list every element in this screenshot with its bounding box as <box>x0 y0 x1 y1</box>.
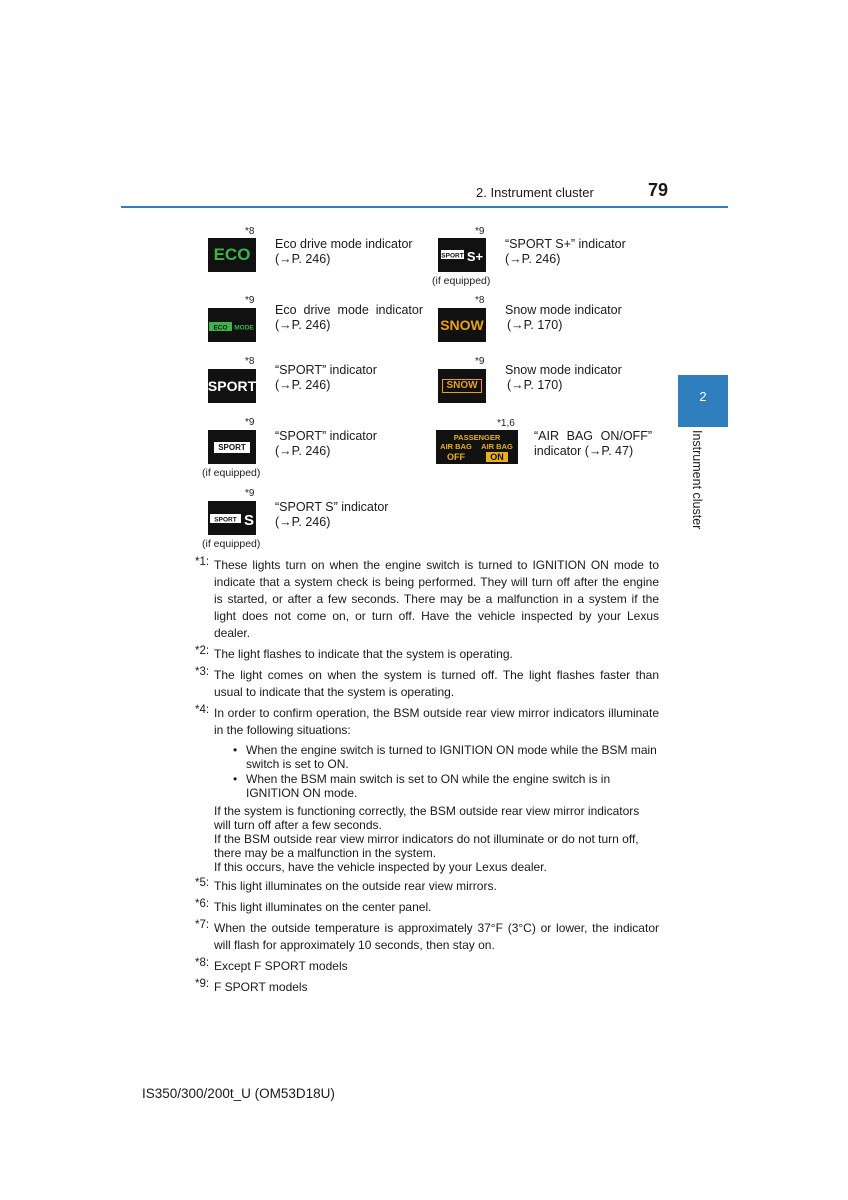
indicator-description: Snow mode indicator (→P. 170) <box>505 303 622 332</box>
note-paragraph: If the system is functioning correctly, the BSM outside rear view mirror indicators will turn off after a few seconds. <box>214 804 640 832</box>
indicator-description: Snow mode indicator (→P. 170) <box>505 363 622 392</box>
svg-text:S: S <box>243 512 255 529</box>
chapter-tab-label: Instrument cluster <box>690 430 704 530</box>
svg-text:MODE: MODE <box>234 324 254 332</box>
if-equipped-label: (if equipped) <box>202 467 261 479</box>
footnote-ref: *9 <box>245 488 255 499</box>
note-paragraph: If the BSM outside rear view mirror indicators do not illuminate or do not turn off, there may be a malfunction in the system. <box>214 832 639 860</box>
footnote: *7: When the outside temperature is approximately 37°F (3°C) or lower, the indicator will flash for approximately 10 seconds, then stay on. <box>195 919 659 952</box>
section-title: 2. Instrument cluster <box>476 185 594 200</box>
page-number: 79 <box>648 180 669 200</box>
indicator-description: “AIR BAG ON/OFF” indicator (→P. 47) <box>534 429 652 458</box>
footnote-ref: *8 <box>245 226 255 237</box>
footnote: *8: Except F SPORT models <box>195 957 348 973</box>
bullet-item: • When the BSM main switch is set to ON while the engine switch is in IGNITION ON mode. <box>233 772 611 800</box>
eco-indicator-icon: ECO <box>208 238 256 272</box>
footnote-ref: *9 <box>245 295 255 306</box>
footnote-ref: *9 <box>475 226 485 237</box>
indicator-description: Eco drive mode indicator (→P. 246) <box>275 303 423 332</box>
model-code: IS350/300/200t_U (OM53D18U) <box>142 1086 335 1101</box>
footnote: *4: In order to confirm operation, the BSM outside rear view mirror indicators illuminate in the following situations: • When the engine switch is turned to IGNITION ON mode while the BSM main switch is set to ON. • When the BSM main switch is set to ON while the engine switch is in IGNITION ON mode. If the system is functioning correctly, the BSM outside rear view mirror indicators will turn off after a few seconds. If the BSM outside rear view mirror indicators do not illuminate or do not turn off, there may be a malfunction in the system. If this occurs, have the vehicle inspected by your Lexus dealer. <box>195 704 659 874</box>
footnote-ref: *9 <box>475 356 485 367</box>
svg-text:SPORT: SPORT <box>214 516 237 524</box>
svg-text:OFF: OFF <box>447 452 465 462</box>
footnote: *9: F SPORT models <box>195 978 308 994</box>
header-rule <box>121 206 728 208</box>
indicator-description: “SPORT S” indicator (→P. 246) <box>275 500 389 529</box>
svg-text:S+: S+ <box>466 249 484 264</box>
footnotes <box>195 557 659 1000</box>
snow-indicator-icon: SNOW <box>438 308 486 342</box>
if-equipped-label: (if equipped) <box>432 275 491 287</box>
svg-text:ECO: ECO <box>213 324 228 332</box>
svg-text:AIR BAG: AIR BAG <box>440 442 472 451</box>
eco-mode-indicator-icon <box>208 308 256 342</box>
indicator-description: “SPORT” indicator (→P. 246) <box>275 363 377 392</box>
airbag-on-off-indicator-icon <box>436 430 518 464</box>
footnote: *2: The light flashes to indicate that the system is operating. <box>195 645 513 661</box>
svg-text:PASSENGER: PASSENGER <box>453 433 501 442</box>
footnote: *1: These lights turn on when the engine switch is turned to IGNITION ON mode to indicate that a system check is being performed. They will turn off after the engine is started, or after a few seconds. There may be a malfunction in a system if the light does not come on, or turn off. Have the vehicle inspected by your Lexus dealer. <box>195 556 659 640</box>
footnote-ref: *8 <box>245 356 255 367</box>
bullet-item: • When the engine switch is turned to IGNITION ON mode while the BSM main switch is set to ON. <box>233 743 657 771</box>
svg-text:ON: ON <box>490 452 504 462</box>
note-paragraph: If this occurs, have the vehicle inspected by your Lexus dealer. <box>214 860 547 874</box>
if-equipped-label: (if equipped) <box>202 538 261 550</box>
footnote: *5: This light illuminates on the outside rear view mirrors. <box>195 877 497 893</box>
chapter-tab[interactable]: 2 <box>678 375 728 427</box>
footnote-ref: *1,6 <box>497 418 515 429</box>
sport-s-indicator-icon <box>208 501 256 535</box>
indicator-description: “SPORT S+” indicator (→P. 246) <box>505 237 626 266</box>
footnote: *6: This light illuminates on the center panel. <box>195 898 432 914</box>
footnote: *3: The light comes on when the system is turned off. The light flashes faster than usual to indicate that the system is operating. <box>195 666 659 699</box>
footnote-ref: *9 <box>245 417 255 428</box>
sport-s-plus-indicator-icon <box>438 238 486 272</box>
snow-indicator-icon: SNOW <box>438 369 486 403</box>
indicator-description: “SPORT” indicator (→P. 246) <box>275 429 377 458</box>
sport-indicator-icon: SPORT <box>208 430 256 464</box>
sport-indicator-icon: SPORT <box>208 369 256 403</box>
footnote-ref: *8 <box>475 295 485 306</box>
svg-text:AIR BAG: AIR BAG <box>481 442 513 451</box>
svg-text:SPORT: SPORT <box>441 252 464 260</box>
indicator-description: Eco drive mode indicator (→P. 246) <box>275 237 413 266</box>
bullet-list <box>214 743 659 800</box>
